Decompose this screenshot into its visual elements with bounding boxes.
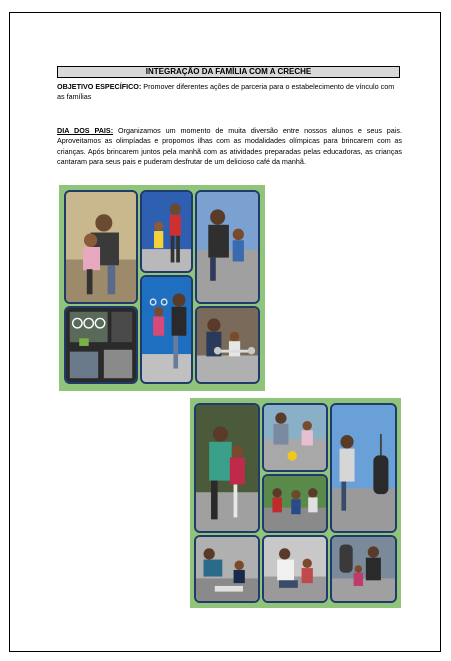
photo-father-child-playing (195, 190, 260, 304)
objective-text: Promover diferentes ações de parceria para o estabelecimento de vínculo com as famílias (57, 82, 395, 101)
photo-collage-2 (190, 398, 401, 608)
section-title: INTEGRAÇÃO DA FAMÍLIA COM A CRECHE (57, 66, 400, 78)
photo-father-kneeling (262, 535, 328, 603)
photo-group-outdoors (262, 474, 328, 533)
objective-paragraph (57, 82, 402, 101)
photo-father-child-sitting (64, 190, 138, 304)
photo-child-weightlifting (195, 306, 260, 384)
photo-father-daughter-standing (194, 403, 260, 533)
photo-punching-bag (330, 403, 397, 533)
photo-collage-1 (59, 185, 265, 391)
photo-child-crawling (194, 535, 260, 603)
photo-child-blue-wall (140, 190, 193, 273)
event-label: DIA DOS PAIS: (57, 126, 114, 135)
photo-child-gymnastics-rings (140, 275, 193, 384)
objective-label: OBJETIVO ESPECÍFICO: (57, 82, 142, 91)
event-text: Organizamos um momento de muita diversão entre nossos alunos e seus pais. Aproveitamos as olimpíadas e propomos ilhas com as modalidades olímpicas para brincarem com as crianças. Após brincarem juntos pela manhã com as atividades preparadas pelas educadoras, as crianças cantaram para seus pais e puderam desfrutar de um delicioso café da manhã. (57, 126, 402, 166)
event-paragraph (57, 126, 402, 167)
photo-kids-with-ball (262, 403, 328, 472)
photo-kids-punching-bag (330, 535, 397, 603)
photo-olympic-rings-sign (64, 306, 138, 384)
